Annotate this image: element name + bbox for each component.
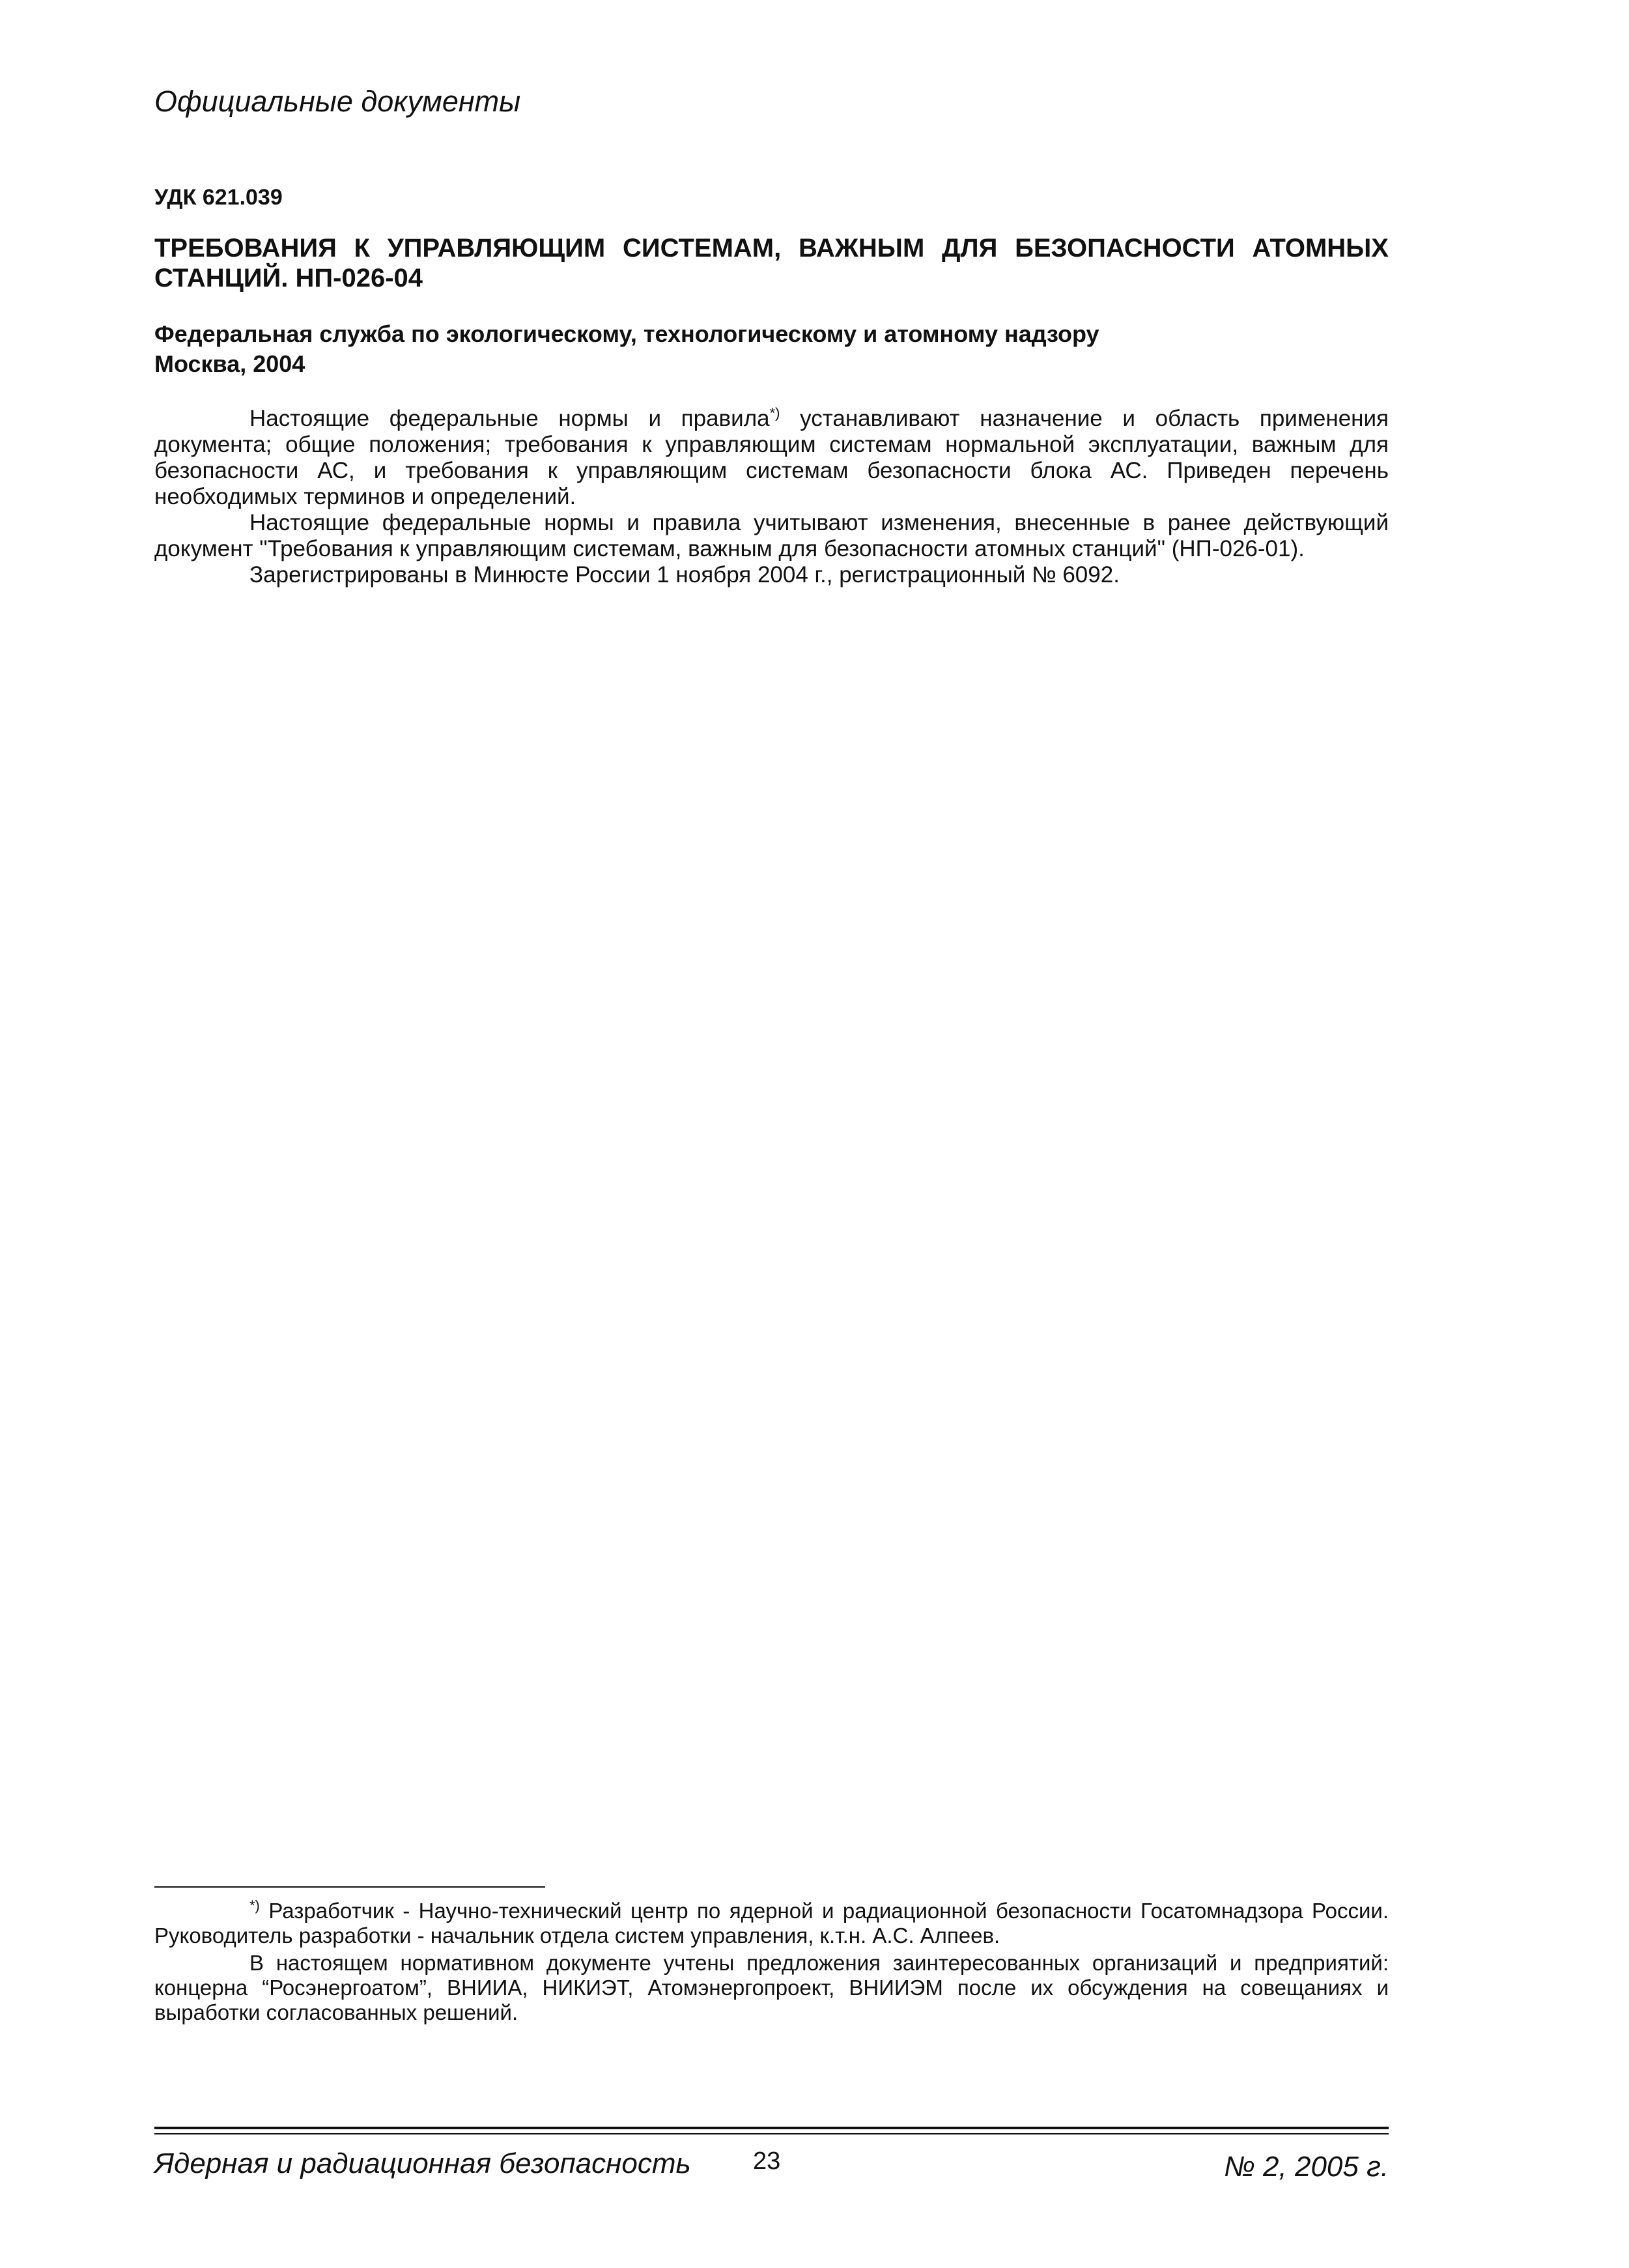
journal-name: Ядерная и радиационная безопасность — [154, 2148, 691, 2179]
abstract-p1-text: Настоящие федеральные нормы и правила — [249, 406, 770, 431]
issuing-agency: Федеральная служба по экологическому, технологическому и атомному надзору — [154, 320, 1099, 347]
section-label: Официальные документы — [154, 85, 521, 118]
udk-code: УДК 621.039 — [154, 185, 283, 210]
abstract — [154, 406, 1389, 588]
document-title: ТРЕБОВАНИЯ К УПРАВЛЯЮЩИМ СИСТЕМАМ, ВАЖНЫМ ДЛЯ БЕЗОПАСНОСТИ АТОМНЫХ СТАНЦИЙ. НП-026-04 — [154, 234, 1389, 292]
footnote-separator — [154, 1886, 545, 1888]
footnote-2: В настоящем нормативном документе учтены предложения заинтересованных организаций и предприятий: концерна “Росэнергоатом”, ВНИИА, НИКИЭТ, Атомэнергопроект, ВНИИЭМ после их обсуждения на совещаниях и выработки согласованных решений. — [154, 1951, 1389, 2024]
footnote-1 — [154, 1899, 1389, 1948]
abstract-paragraph-1 — [154, 406, 1389, 510]
footer-rule-thin — [154, 2133, 1389, 2134]
footer-rule-thick — [154, 2127, 1389, 2129]
place-year: Москва, 2004 — [154, 350, 305, 377]
footnote-mark: *) — [249, 1897, 260, 1914]
footnote-reference: *) — [769, 404, 780, 421]
abstract-paragraph-3: Зарегистрированы в Минюсте России 1 ноября 2004 г., регистрационный № 6092. — [249, 562, 1120, 588]
abstract-p1-text-cont: устанавливают назначение и область применения документа; общие положения; требования к управляющим системам нормальной эксплуатации, важным для безопасности АС, и требования к управляющим системам безопасности блока АС. Приведен перечень необходимых терминов и определений. — [154, 406, 1389, 509]
abstract-paragraph-2: Настоящие федеральные нормы и правила учитывают изменения, внесенные в ранее действующий документ "Требования к управляющим системам, важным для безопасности атомных станций" (НП-026-01). — [154, 510, 1389, 561]
issue-number: № 2, 2005 г. — [1224, 2151, 1389, 2183]
issuing-agency-block — [154, 319, 1389, 379]
footnote-1-text: Разработчик - Научно-технический центр по ядерной и радиационной безопасности Госатомнадзора России. Руководитель разработки - начальник отдела систем управления, к.т.н. А.С. Алпеев. — [154, 1899, 1389, 1948]
page-number: 23 — [753, 2148, 781, 2175]
footnotes — [154, 1899, 1389, 2025]
